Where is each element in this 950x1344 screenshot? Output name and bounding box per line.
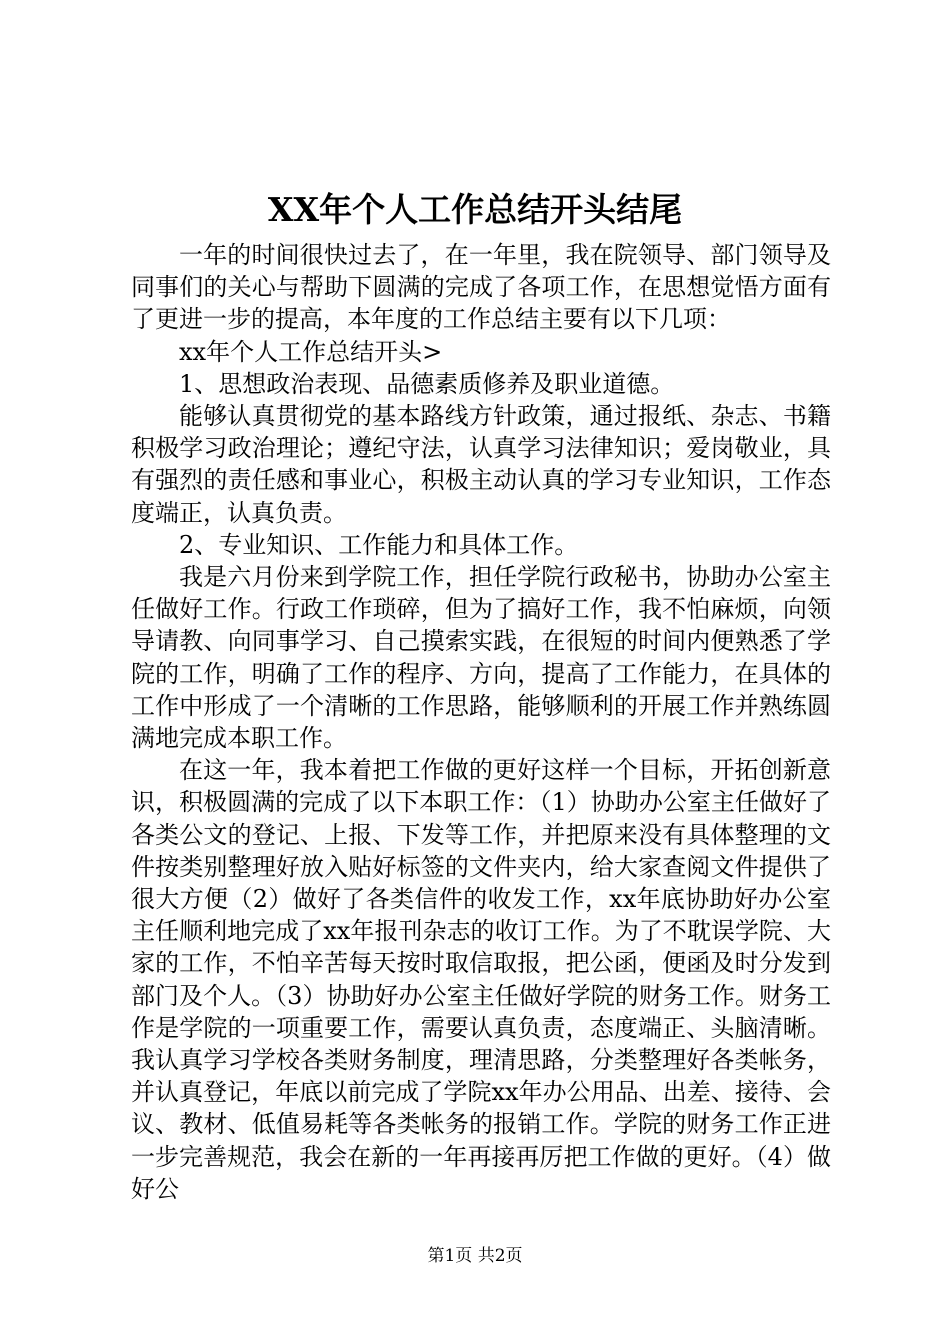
paragraph-duties: 在这一年，我本着把工作做的更好这样一个目标，开拓创新意识，积极圆满的完成了以下本职工作：（1）协助办公室主任做好了各类公文的登记、上报、下发等工作，并把原来没有具体整理的文件按类别整理好放入贴好标签的文件夹内，给大家查阅文件提供了很大方便（2）做好了各类信件的收发工作，xx年底协助好办公室主任顺利地完成了xx年报刊杂志的收订工作。为了不耽误学院、大家的工作，不怕辛苦每天按时取信取报，把公函，便函及时分发到部门及个人。（3）协助好办公室主任做好学院的财务工作。财务工作是学院的一项重要工作，需要认真负责，态度端正、头脑清晰。我认真学习学校各类财务制度，理清思路，分类整理好各类帐务，并认真登记，年底以前完成了学院xx年办公用品、出差、接待、会议、教材、低值易耗等各类帐务的报销工作。学院的财务工作正进一步完善规范，我会在新的一年再接再厉把工作做的更好。（4）做好公 — [131, 756, 831, 1203]
document-title: XX年个人工作总结开头结尾 — [267, 190, 683, 229]
paragraph-section-marker: xx年个人工作总结开头> — [179, 337, 443, 366]
document-body — [131, 239, 831, 1205]
paragraph-heading-2: 2、专业知识、工作能力和具体工作。 — [179, 530, 579, 559]
paragraph-heading-1: 1、思想政治表现、品德素质修养及职业道德。 — [179, 369, 675, 398]
paragraph-work-intro: 我是六月份来到学院工作，担任学院行政秘书，协助办公室主任做好工作。行政工作琐碎，但为了搞好工作，我不怕麻烦，向领导请教、向同事学习、自己摸索实践，在很短的时间内便熟悉了学院的工作，明确了工作的程序、方向，提高了工作能力，在具体的工作中形成了一个清晰的工作思路，能够顺利的开展工作并熟练圆满地完成本职工作。 — [131, 563, 831, 753]
paragraph-political: 能够认真贯彻党的基本路线方针政策，通过报纸、杂志、书籍积极学习政治理论；遵纪守法，认真学习法律知识；爱岗敬业，具有强烈的责任感和事业心，积极主动认真的学习专业知识，工作态度端正，认真负责。 — [131, 402, 831, 527]
paragraph-intro: 一年的时间很快过去了，在一年里，我在院领导、部门领导及同事们的关心与帮助下圆满的完成了各项工作，在思想觉悟方面有了更进一步的提高，本年度的工作总结主要有以下几项： — [131, 241, 831, 334]
page-footer: 第1页 共2页 — [427, 1246, 523, 1266]
